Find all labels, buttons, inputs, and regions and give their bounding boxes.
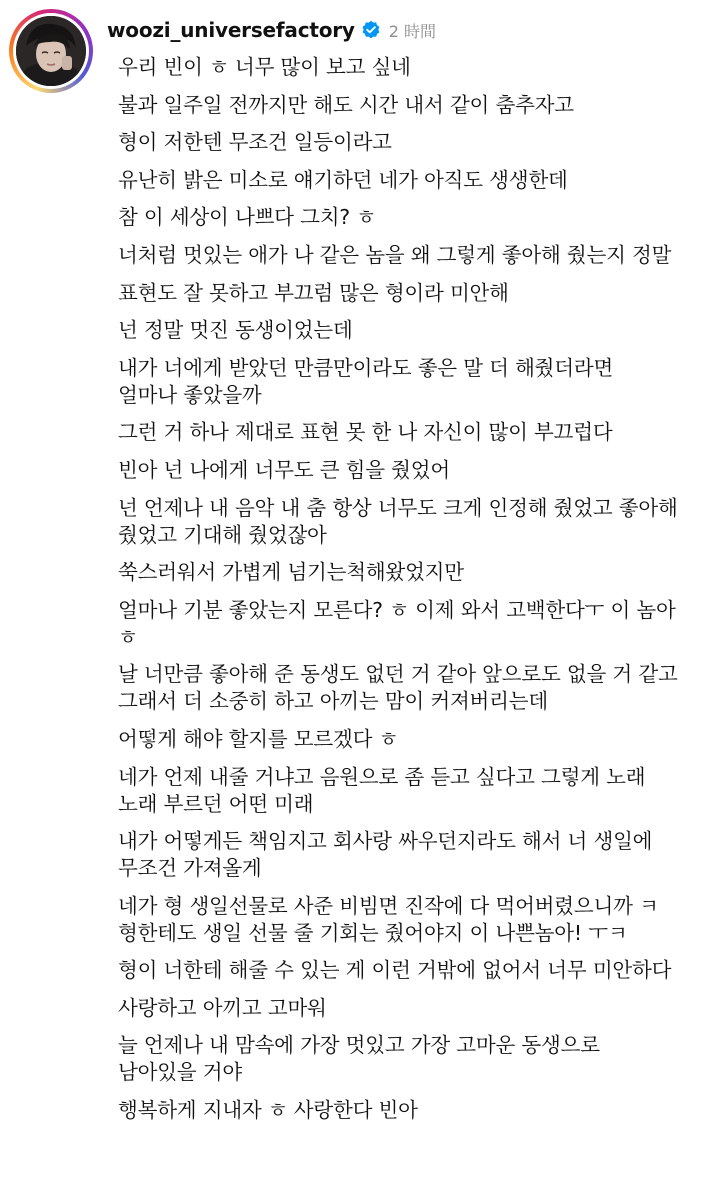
- caption-line: 사랑하고 아끼고 고마워: [118, 995, 327, 1020]
- caption-line: 너처럼 멋있는 애가 나 같은 놈을 왜 그렇게 좋아해 줬는지 정말: [118, 242, 672, 267]
- avatar-story-ring[interactable]: [9, 9, 93, 93]
- username[interactable]: woozi_universefactory: [107, 18, 355, 42]
- caption-line: 얼마나 기분 좋았는지 모른다? ㅎ 이제 와서 고백한다ㅜ 이 놈아 ㅎ: [118, 597, 676, 649]
- avatar[interactable]: [16, 16, 86, 86]
- caption-line: 그런 거 하나 제대로 표현 못 한 나 자신이 많이 부끄럽다: [118, 420, 613, 445]
- caption-line: 빈아 넌 나에게 너무도 큰 힘을 줬었어: [118, 457, 450, 482]
- caption-line: 네가 형 생일선물로 사준 비빔면 진작에 다 먹어버렸으니까 ㅋ 형한테도 생일 선물 줄 기회는 줬어야지 이 나쁜놈아! ㅜㅋ: [118, 893, 659, 945]
- caption-line: 늘 언제나 내 맘속에 가장 멋있고 가장 고마운 동생으로 남아있을 거야: [118, 1033, 600, 1085]
- caption-line: 표현도 잘 못하고 부끄럼 많은 형이라 미안해: [118, 280, 509, 305]
- caption-line: 날 너만큼 좋아해 준 동생도 없던 거 같아 앞으로도 없을 거 같고 그래서 더 소중히 하고 아끼는 맘이 커져버리는데: [118, 662, 678, 714]
- caption-line: 행복하게 지내자 ㅎ 사랑한다 빈아: [118, 1098, 418, 1123]
- caption-line: 유난히 밝은 미소로 얘기하던 네가 아직도 생생한데: [118, 167, 568, 192]
- post-timestamp[interactable]: 2 時間: [388, 21, 437, 41]
- caption-line: 내가 어떻게든 책임지고 회사랑 싸우던지라도 해서 너 생일에 무조건 가져올게: [118, 829, 653, 881]
- caption-line: 형이 저한텐 무조건 일등이라고: [118, 130, 392, 155]
- caption-line: 우리 빈이 ㅎ 너무 많이 보고 싶네: [118, 55, 411, 79]
- caption-line: 어떻게 해야 할지를 모르겠다 ㅎ: [118, 726, 399, 751]
- caption-line: 불과 일주일 전까지만 해도 시간 내서 같이 춤추자고: [118, 92, 574, 117]
- caption-line: 넌 언제나 내 음악 내 춤 항상 너무도 크게 인정해 줬었고 좋아해 줬었고 기대해 줬었잖아: [118, 495, 678, 547]
- caption-line: 네가 언제 내줄 거냐고 음원으로 좀 듣고 싶다고 그렇게 노래 노래 부르던 어떤 미래: [118, 764, 646, 816]
- post-header: [107, 14, 436, 46]
- caption-line: 쑥스러워서 가볍게 넘기는척해왔었지만: [118, 560, 464, 585]
- avatar-photo: [16, 16, 86, 86]
- avatar-frame: [13, 13, 89, 89]
- caption-line: 넌 정말 멋진 동생이었는데: [118, 318, 353, 343]
- caption-line: 내가 너에게 받았던 만큼만이라도 좋은 말 더 해줬더라면 얼마나 좋았을까: [118, 355, 614, 407]
- verified-badge-icon: [361, 20, 381, 40]
- caption-line: 참 이 세상이 나쁘다 그치? ㅎ: [118, 205, 376, 230]
- caption-line: 형이 너한테 해줄 수 있는 게 이런 거밖에 없어서 너무 미안하다: [118, 958, 672, 983]
- post-caption: [118, 54, 678, 1135]
